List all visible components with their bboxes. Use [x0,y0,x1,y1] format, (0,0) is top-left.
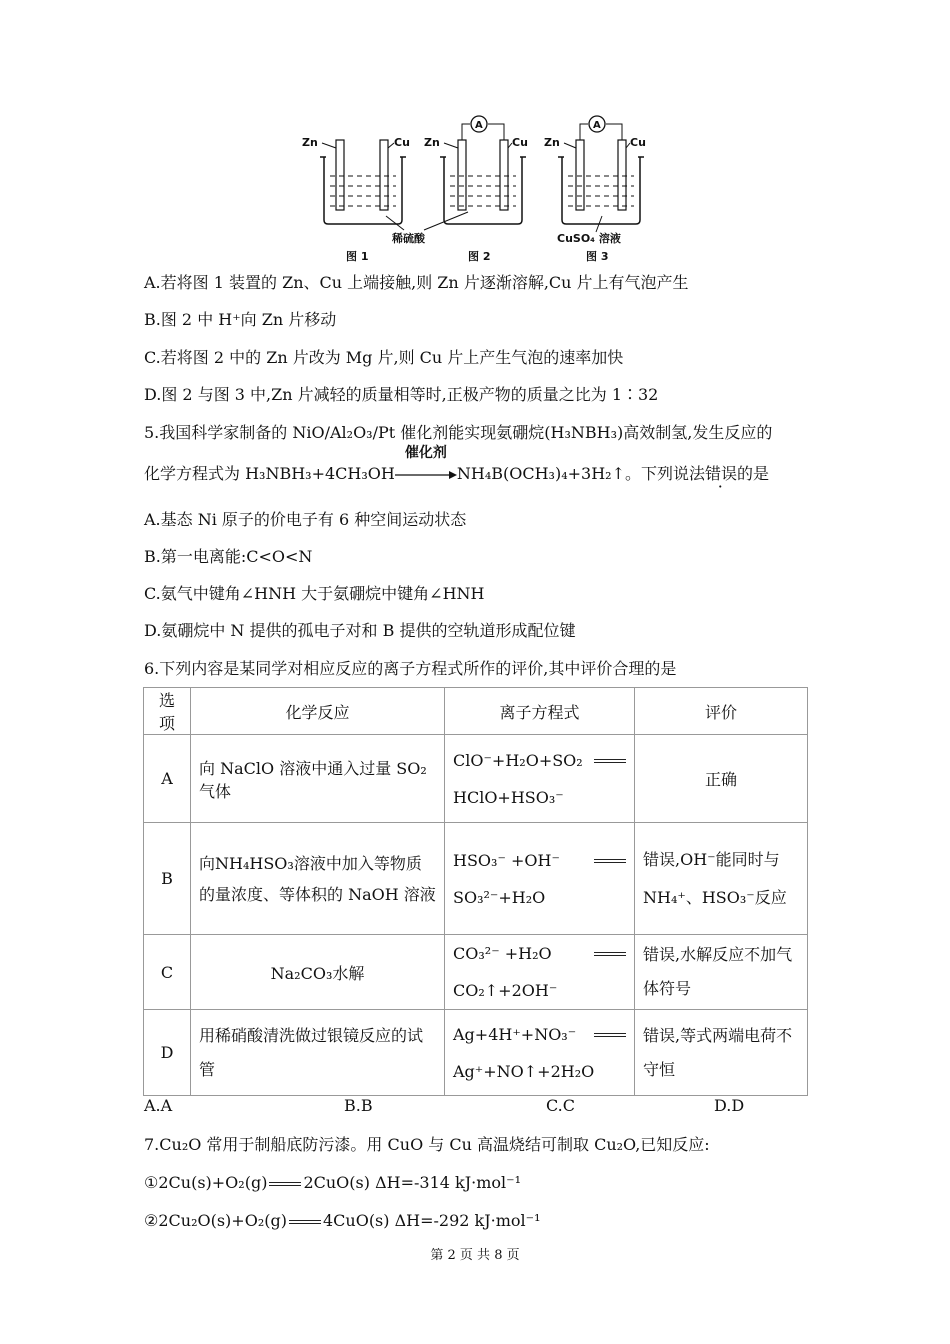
q5-stem-end: 的是 [737,464,770,483]
cuso4-label: CuSO₄ 溶液 [557,232,621,245]
choice-d: D.D [714,1096,745,1115]
header-evaluation: 评价 [635,688,808,735]
choice-a: A.A [144,1096,173,1115]
emphasis-word: 错误 [704,464,737,483]
choice-c: C.C [546,1096,575,1115]
catalyst-arrow [395,444,457,486]
q6-stem: 6.下列内容是某同学对相应反应的离子方程式所作的评价,其中评价合理的是 [144,659,677,678]
caption-3: 图 3 [586,250,609,263]
q5-equation-rhs: NH₄B(OCH₃)₄+3H₂↑。下列说法 [456,464,705,483]
table-row [144,823,808,935]
svg-text:A: A [475,120,483,131]
q4-option-a: A.若将图 1 装置的 Zn、Cu 上端接触,则 Zn 片逐渐溶解,Cu 片上有气泡产生 [144,273,689,292]
q5-stem-line2 [144,444,770,486]
q6-table [143,687,808,1096]
row-option: D [144,1010,191,1096]
zn-label: Zn [302,136,318,149]
q7-reaction-2: ②2Cu₂O(s)+O₂(g) 4CuO(s) ΔH=-292 kJ·mol⁻¹ [144,1211,541,1230]
row-equation: HSO₃⁻ +OH⁻ SO₃²⁻+H₂O [445,823,635,935]
header-reaction: 化学反应 [191,688,445,735]
cu-label: Cu [394,136,410,149]
row-reaction: 用稀硝酸清洗做过银镜反应的试管 [191,1010,445,1096]
beaker-2 [424,116,528,224]
caption-1: 图 1 [346,250,369,263]
zn-label: Zn [544,136,560,149]
table-row [144,1010,808,1096]
zn-label: Zn [424,136,440,149]
row-reaction: 向NH₄HSO₃溶液中加入等物质的量浓度、等体积的 NaOH 溶液 [191,823,445,935]
row-evaluation: 错误,OH⁻能同时与NH₄⁺、HSO₃⁻反应 [635,823,808,935]
row-equation: ClO⁻+H₂O+SO₂ HClO+HSO₃⁻ [445,735,635,823]
electrochemistry-figure [300,112,660,264]
q4-option-d: D.图 2 与图 3 中,Zn 片减轻的质量相等时,正极产物的质量之比为 1∶32 [144,385,659,404]
q4-option-c: C.若将图 2 中的 Zn 片改为 Mg 片,则 Cu 片上产生气泡的速率加快 [144,348,624,367]
q4-option-b: B.图 2 中 H⁺向 Zn 片移动 [144,310,337,329]
q5-option-c: C.氨气中键角∠HNH 大于氨硼烷中键角∠HNH [144,584,485,603]
page-footer: 第 2 页 共 8 页 [430,1248,520,1263]
choice-b: B.B [344,1096,373,1115]
catalyst-label: 催化剂 [404,444,447,461]
cu-label: Cu [512,136,528,149]
table-row [144,935,808,1010]
row-option: B [144,823,191,935]
q5-equation-lhs: 化学方程式为 H₃NBH₃+4CH₃OH [144,464,395,483]
q7-stem: 7.Cu₂O 常用于制船底防污漆。用 CuO 与 Cu 高温烧结可制取 Cu₂O,已知反应: [144,1135,710,1154]
q5-option-d: D.氨硼烷中 N 提供的孤电子对和 B 提供的空轨道形成配位键 [144,621,576,640]
row-equation: Ag+4H⁺+NO₃⁻ Ag⁺+NO↑+2H₂O [445,1010,635,1096]
row-option: A [144,735,191,823]
row-evaluation: 错误,等式两端电荷不守恒 [635,1010,808,1096]
row-reaction: 向 NaClO 溶液中通入过量 SO₂ 气体 [191,735,445,823]
row-option: C [144,935,191,1010]
caption-2: 图 2 [468,250,491,263]
q7-reaction-1: ①2Cu(s)+O₂(g) 2CuO(s) ΔH=-314 kJ·mol⁻¹ [144,1173,521,1192]
cu-label: Cu [630,136,646,149]
row-equation: CO₃²⁻ +H₂O CO₂↑+2OH⁻ [445,935,635,1010]
q5-option-a: A.基态 Ni 原子的价电子有 6 种空间运动状态 [144,510,467,529]
header-option: 选项 [144,688,191,735]
row-evaluation: 错误,水解反应不加气体符号 [635,935,808,1010]
row-reaction: Na₂CO₃水解 [191,935,445,1010]
q5-stem-line1: 5.我国科学家制备的 NiO/Al₂O₃/Pt 催化剂能实现氨硼烷(H₃NBH₃)高效制氢,发生反应的 [144,423,773,442]
table-row [144,735,808,823]
acid-label: 稀硫酸 [392,232,425,245]
beaker-3 [544,116,646,224]
q5-option-b: B.第一电离能:C<O<N [144,547,313,566]
row-evaluation: 正确 [635,735,808,823]
beaker-1 [302,136,410,224]
header-ionic-equation: 离子方程式 [445,688,635,735]
svg-text:A: A [593,120,601,131]
